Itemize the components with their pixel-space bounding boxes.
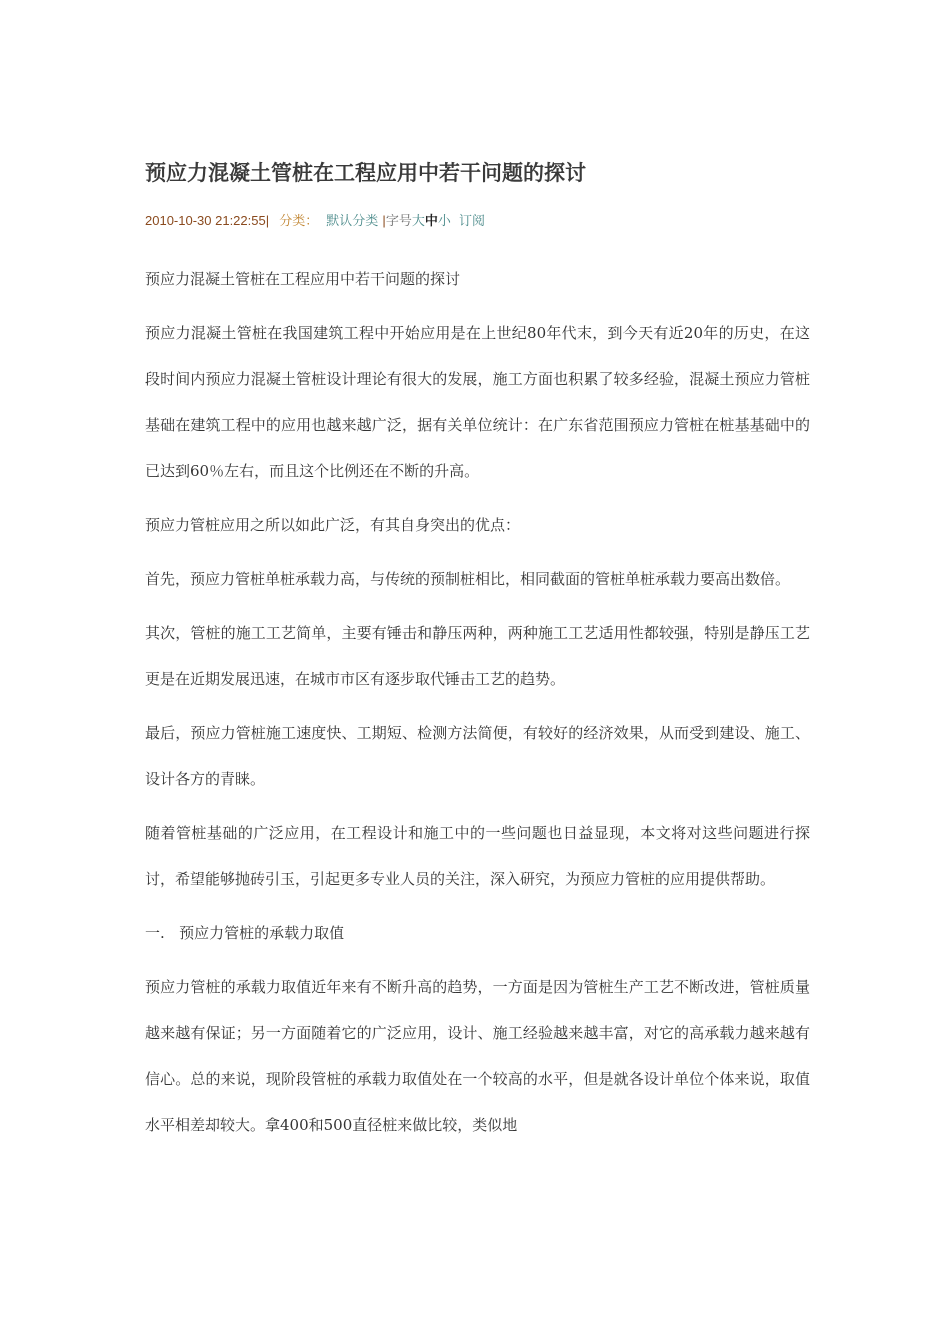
font-size-small-button[interactable]: 小 [437,214,451,229]
paragraph: 预应力混凝土管桩在工程应用中若干问题的探讨 [145,270,461,288]
category-label: 分类： [279,214,319,229]
article-body [145,256,810,1156]
paragraph: 预应力管桩的承载力取值近年来有不断升高的趋势，一方面是因为管桩生产工艺不断改进，管桩质量越来越有保证；另一方面随着它的广泛应用，设计、施工经验越来越丰富，对它的高承载力越来越有信心。总的来说，现阶段管桩的承载力取值处在一个较高的水平，但是就各设计单位个体来说，取值水平相差却较大。拿400和500直径桩来做比较，类似地 [145,978,810,1134]
paragraph: 其次，管桩的施工工艺简单，主要有锤击和静压两种，两种施工工艺适用性都较强，特别是静压工艺更是在近期发展迅速，在城市市区有逐步取代锤击工艺的趋势。 [145,624,810,688]
meta-separator: | [382,213,386,228]
paragraph: 最后，预应力管桩施工速度快、工期短、检测方法简便，有较好的经济效果，从而受到建设、施工、设计各方的青睐。 [145,724,810,788]
article-title: 预应力混凝土管桩在工程应用中若干问题的探讨 [145,161,586,185]
article-meta [145,210,485,233]
font-size-label: 字号 [385,214,412,229]
paragraph: 预应力管桩应用之所以如此广泛，有其自身突出的优点： [145,516,521,534]
section-heading: 一. 预应力管桩的承载力取值 [145,924,345,942]
post-datetime: 2010-10-30 21:22:55 [145,213,266,228]
paragraph: 首先，预应力管桩单桩承载力高，与传统的预制桩相比，相同截面的管桩单桩承载力要高出数倍。 [145,570,791,588]
font-size-medium-button[interactable]: 中 [424,214,438,229]
subscribe-link[interactable]: 订阅 [459,214,486,229]
category-link[interactable]: 默认分类 [326,214,379,229]
meta-separator: | [265,213,270,228]
font-size-large-button[interactable]: 大 [411,214,425,229]
paragraph: 随着管桩基础的广泛应用，在工程设计和施工中的一些问题也日益显现，本文将对这些问题进行探讨，希望能够抛砖引玉，引起更多专业人员的关注，深入研究，为预应力管桩的应用提供帮助。 [145,824,810,888]
paragraph: 预应力混凝土管桩在我国建筑工程中开始应用是在上世纪80年代末，到今天有近20年的历史，在这段时间内预应力混凝土管桩设计理论有很大的发展，施工方面也积累了较多经验，混凝土预应力管桩基础在建筑工程中的应用也越来越广泛，据有关单位统计：在广东省范围预应力管桩在桩基基础中的已达到60％左右，而且这个比例还在不断的升高。 [145,324,810,480]
